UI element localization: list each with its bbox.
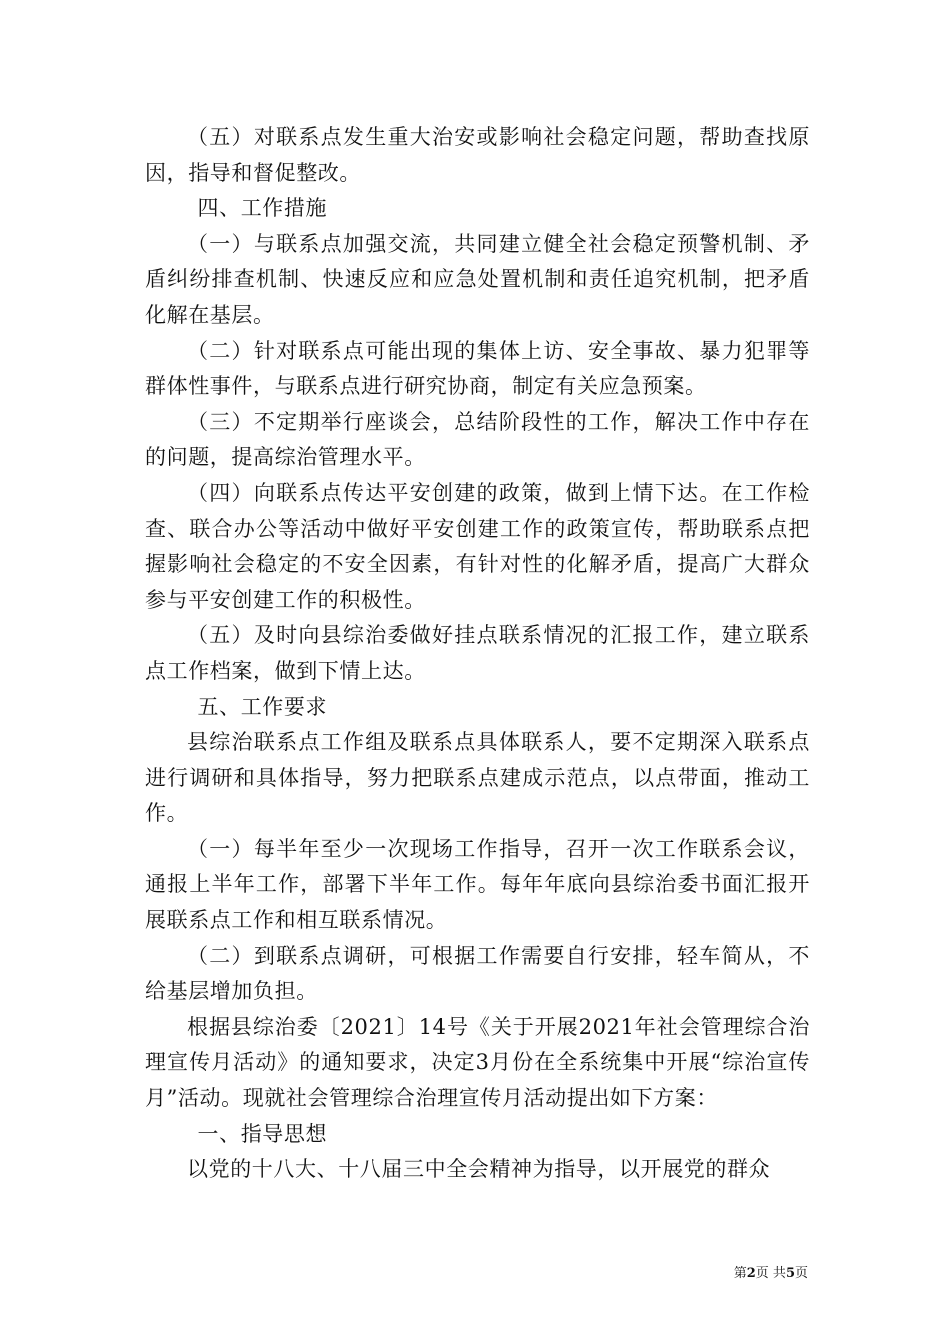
paragraph: （二）针对联系点可能出现的集体上访、安全事故、暴力犯罪等群体性事件，与联系点进行研究协商，制定有关应急预案。 <box>145 338 810 399</box>
footer-suffix: 页 <box>794 1266 808 1281</box>
section-heading: 五、工作要求 <box>197 694 328 719</box>
paragraph: 县综治联系点工作组及联系点具体联系人，要不定期深入联系点进行调研和具体指导，努力把联系点建成示范点，以点带面，推动工作。 <box>145 730 810 826</box>
footer-prefix: 第 <box>733 1266 747 1281</box>
section-heading: 四、工作措施 <box>197 196 328 221</box>
page-number-footer <box>734 1262 808 1281</box>
paragraph: （五）及时向县综治委做好挂点联系情况的汇报工作，建立联系点工作档案，做到下情上达。 <box>145 623 810 683</box>
section-heading: 一、指导思想 <box>197 1121 328 1146</box>
paragraph: 根据县综治委〔2021〕14号《关于开展2021年社会管理综合治理宣传月活动》的通知要求，决定3月份在全系统集中开展“综治宣传月”活动。现就社会管理综合治理宣传月活动提出如下方案： <box>145 1014 810 1111</box>
paragraph: （三）不定期举行座谈会，总结阶段性的工作，解决工作中存在的问题，提高综治管理水平。 <box>145 409 810 470</box>
paragraph: （一）每半年至少一次现场工作指导，召开一次工作联系会议，通报上半年工作，部署下半年工作。每年年底向县综治委书面汇报开展联系点工作和相互联系情况。 <box>145 836 810 933</box>
footer-middle: 页 共 <box>755 1266 786 1281</box>
current-page-number: 2 <box>746 1266 756 1281</box>
paragraph: （五）对联系点发生重大治安或影响社会稳定问题，帮助查找原因，指导和督促整改。 <box>145 125 810 185</box>
paragraph: （一）与联系点加强交流，共同建立健全社会稳定预警机制、矛盾纠纷排查机制、快速反应和应急处置机制和责任追究机制，把矛盾化解在基层。 <box>145 231 810 327</box>
paragraph: （四）向联系点传达平安创建的政策，做到上情下达。在工作检查、联合办公等活动中做好平安创建工作的政策宣传，帮助联系点把握影响社会稳定的不安全因素，有针对性的化解矛盾，提高广大群众参与平安创建工作的积极性。 <box>145 480 810 612</box>
paragraph: （二）到联系点调研，可根据工作需要自行安排，轻车简从，不给基层增加负担。 <box>145 943 810 1004</box>
document-body <box>145 120 810 1188</box>
paragraph: 以党的十八大、十八届三中全会精神为指导，以开展党的群众 <box>187 1157 771 1182</box>
total-page-number: 5 <box>785 1266 795 1281</box>
